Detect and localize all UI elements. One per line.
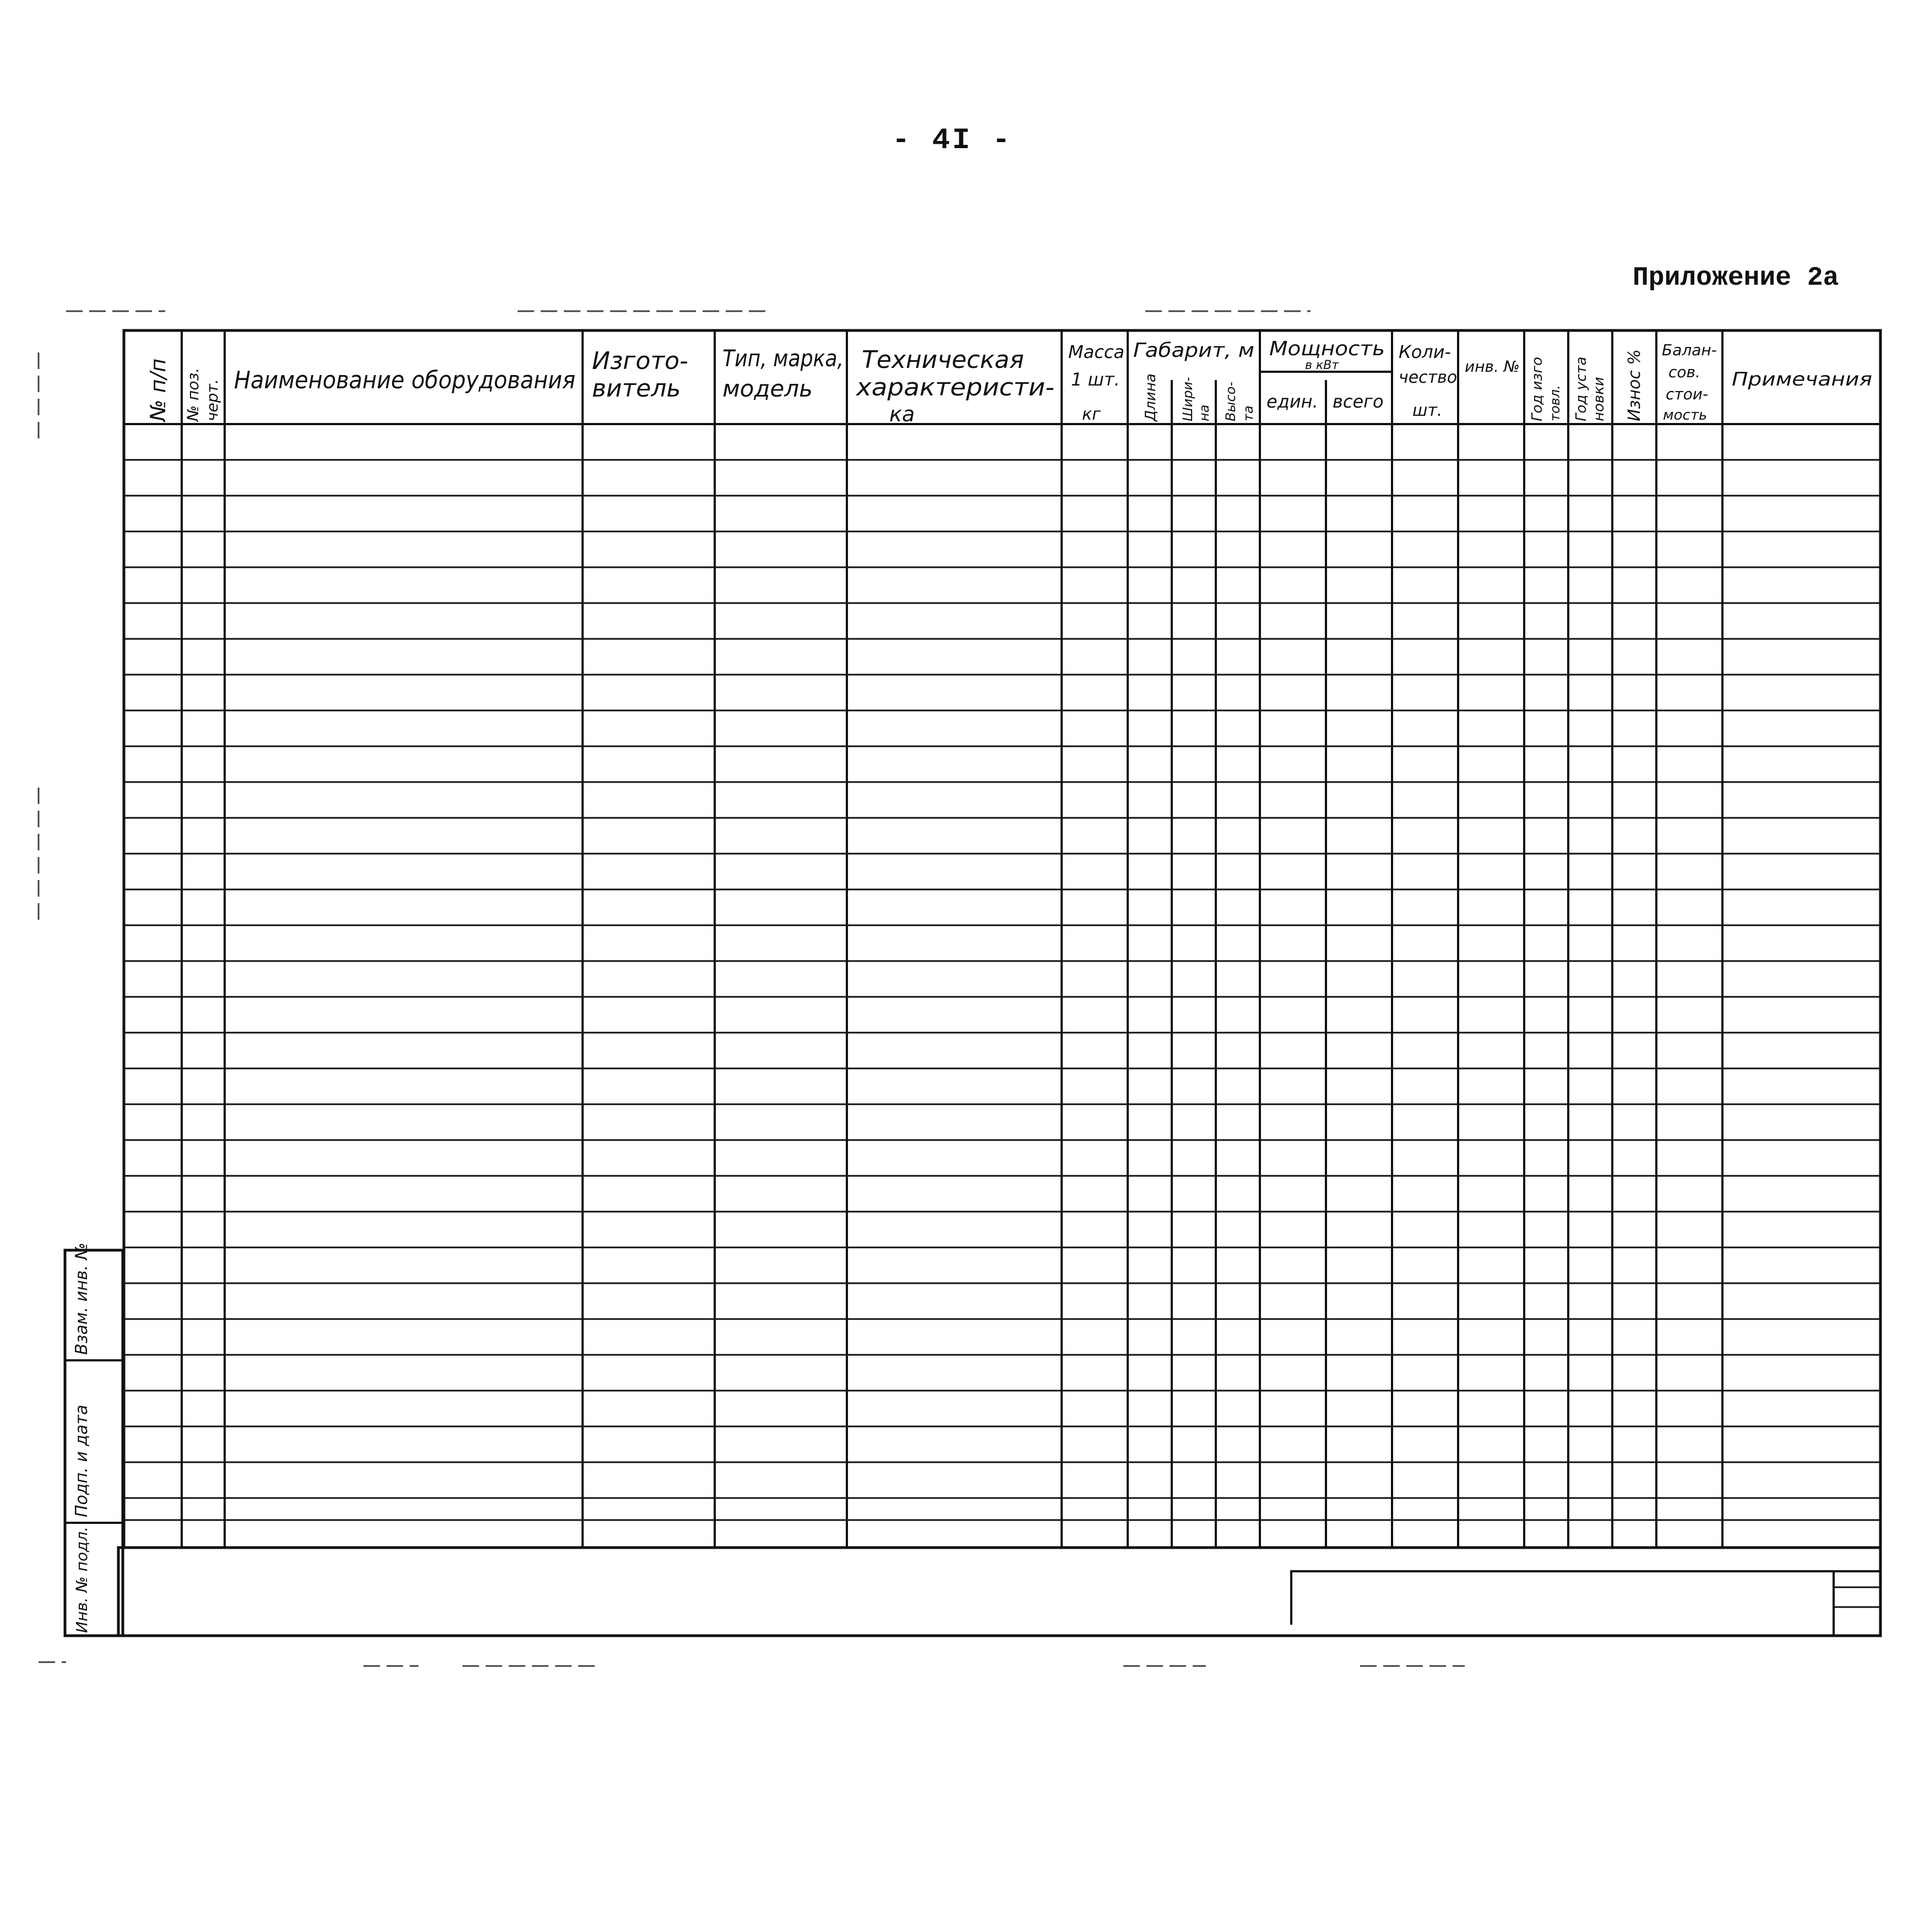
- header-dims: Габарит, м: [1133, 339, 1254, 362]
- header-power-line2: в кВт: [1305, 359, 1339, 372]
- header-qty-line1: Коли-: [1399, 341, 1451, 362]
- header-qty-line2: чество: [1399, 368, 1458, 387]
- header-tech-line3: ка: [889, 402, 915, 426]
- header-maker-line1: Изгото-: [592, 347, 688, 375]
- header-balance-line4: мость: [1663, 407, 1708, 424]
- side-labels: [72, 1242, 91, 1633]
- header-power-unit: един.: [1266, 391, 1318, 412]
- header-maker-line2: витель: [592, 375, 681, 403]
- header-balance-line2: сов.: [1668, 363, 1700, 381]
- header-dim-height-line2: та: [1241, 405, 1256, 421]
- appendix-label: Приложение 2а: [1633, 263, 1839, 293]
- header-power-line1: Мощность: [1269, 338, 1385, 360]
- header-tech-line1: Техническая: [862, 346, 1024, 374]
- side-label-sign-date: Подп. и дата: [72, 1404, 91, 1517]
- header-mass-line1: Масса: [1068, 341, 1125, 362]
- header-power-total: всего: [1333, 391, 1384, 412]
- header-balance-line3: стои-: [1666, 385, 1709, 403]
- header-type-line1: Тип, марка,: [722, 345, 844, 372]
- header-notes: Примечания: [1732, 368, 1872, 390]
- page-number: - 4I -: [892, 124, 1013, 158]
- header-type-line2: модель: [722, 375, 813, 402]
- header-qty-line3: шт.: [1412, 401, 1443, 420]
- header-dim-width-line2: на: [1197, 404, 1212, 421]
- header-dim-width-line1: Шири-: [1180, 377, 1195, 421]
- header-wear: Износ %: [1625, 349, 1644, 421]
- side-label-inv-substitute: Взам. инв. №: [72, 1242, 91, 1355]
- header-mass-line2: 1 шт.: [1071, 369, 1120, 390]
- side-label-inv-original: Инв. № подл.: [73, 1526, 91, 1633]
- form-frame: [65, 330, 1880, 1636]
- header-year-install-line1: Год уста: [1573, 356, 1590, 421]
- header-mass-line3: кг: [1082, 405, 1101, 424]
- row-lines: [124, 460, 1880, 1520]
- header-name: Наименование оборудования: [234, 366, 575, 394]
- column-lines: [182, 330, 1722, 1548]
- header-pos-line2: черт.: [203, 379, 221, 421]
- header-year-made-line2: товл.: [1547, 385, 1563, 421]
- header-inv-number: инв. №: [1465, 357, 1520, 376]
- header-year-install-line2: новки: [1591, 377, 1607, 421]
- header-num: № п/п: [146, 358, 170, 421]
- header-year-made-line1: Год изго: [1529, 357, 1546, 421]
- header-dim-length: Длина: [1143, 373, 1159, 421]
- header-dim-height-line1: Высо-: [1223, 382, 1238, 421]
- header-pos-line1: № поз.: [184, 367, 202, 421]
- header-tech-line2: характеристи-: [855, 373, 1054, 401]
- header-balance-line1: Балан-: [1662, 341, 1717, 359]
